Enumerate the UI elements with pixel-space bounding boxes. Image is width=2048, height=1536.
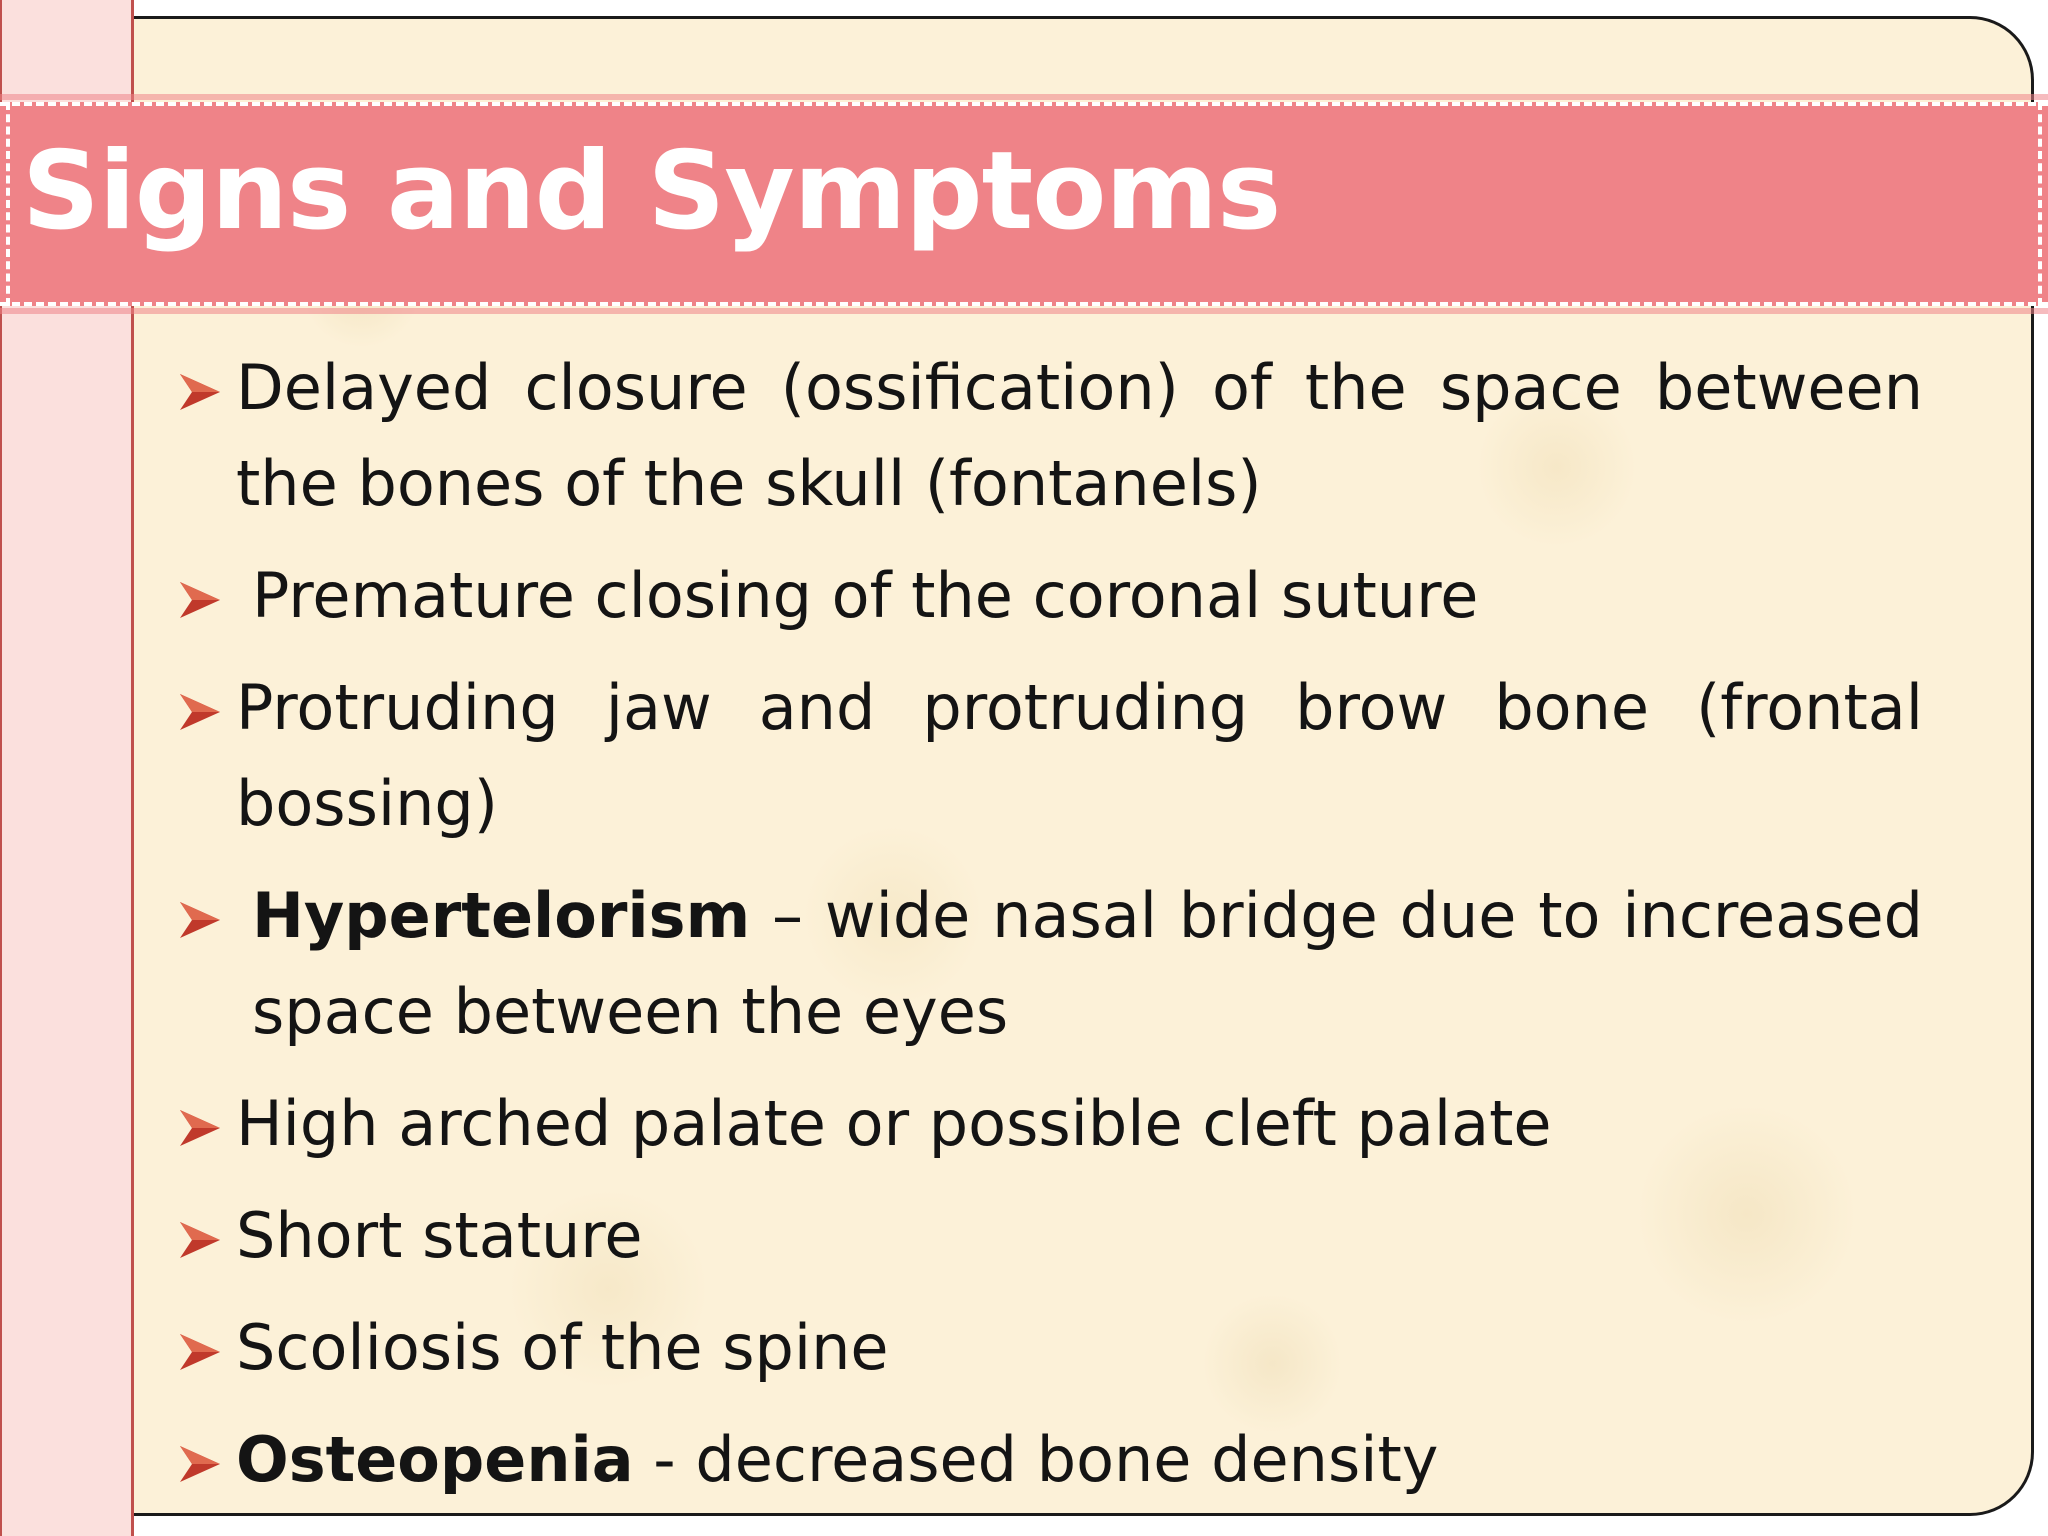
bullet-item [178, 1076, 1923, 1172]
arrowhead-bullet-icon [178, 1108, 222, 1148]
bullet-text: Scoliosis of the spine [236, 1311, 889, 1384]
bullet-item [178, 1188, 1923, 1284]
arrowhead-bullet-icon [178, 1444, 222, 1484]
bullet-text: - decreased bone density [633, 1423, 1439, 1496]
title-banner-right-stitch [2038, 102, 2042, 306]
slide-title: Signs and Symptoms [22, 129, 1281, 254]
bullet-bold-term: Hypertelorism [252, 879, 751, 952]
bullet-text: Delayed closure (ossification) of the space between the bones of the skull (fontanels) [236, 351, 1923, 520]
bullet-list [178, 340, 1923, 1524]
bullet-item [178, 1412, 1923, 1508]
bullet-item [178, 660, 1923, 852]
bullet-item [178, 868, 1923, 1060]
bullet-text: High arched palate or possible cleft palate [236, 1087, 1552, 1160]
arrowhead-bullet-icon [178, 1220, 222, 1260]
bullet-item [178, 340, 1923, 532]
bullet-text: Protruding jaw and protruding brow bone (frontal bossing) [236, 671, 1923, 840]
bullet-text: – wide nasal bridge due to increased space between the eyes [252, 879, 1923, 1048]
bullet-bold-term: Osteopenia [236, 1423, 634, 1496]
arrowhead-bullet-icon [178, 692, 222, 732]
arrowhead-bullet-icon [178, 900, 222, 940]
arrowhead-bullet-icon [178, 1332, 222, 1372]
arrowhead-bullet-icon [178, 372, 222, 412]
bullet-item [178, 1300, 1923, 1396]
title-banner-left-stitch [6, 102, 10, 306]
bullet-text: Premature closing of the coronal suture [252, 559, 1479, 632]
arrowhead-bullet-icon [178, 580, 222, 620]
bullet-text: Short stature [236, 1199, 643, 1272]
bullet-item [178, 548, 1923, 644]
